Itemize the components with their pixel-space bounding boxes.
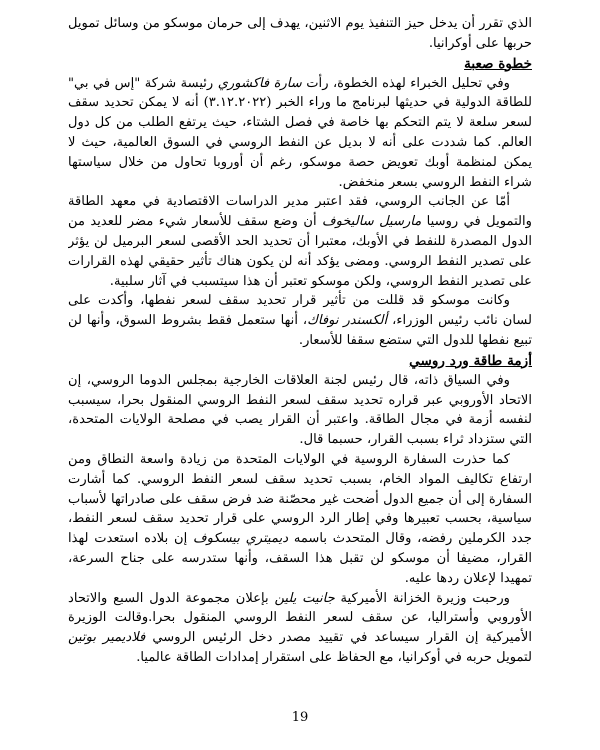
- person-name: سارة فاكشوري: [217, 75, 302, 91]
- text-run: وفي تحليل الخبراء لهذه الخطوة، رأت: [301, 75, 510, 91]
- paragraph-embassy-warning: [68, 450, 532, 589]
- person-name: فلاديمير بوتين: [68, 630, 146, 646]
- text-run: بإعلان مجموعة الدول السبع والاتحاد الأوروبي وأستراليا، عن سقف لسعر النفط الروسي المنقول بحرا.وقالت الوزيرة الأميركية إن القرار سيساعد في تقييد مصدر دخل الرئيس الروسي: [68, 590, 532, 646]
- text-run: لتمويل حربه في أوكرانيا، مع الحفاظ على استقرار إمدادات الطاقة عالميا.: [136, 649, 532, 665]
- heading-energy-crisis: أزمة طاقة ورد روسي: [409, 352, 532, 369]
- paragraph-intro: الذي تقرر أن يدخل حيز التنفيذ يوم الاثنين، يهدف إلى حرمان موسكو من وسائل تمويل حربها على أوكرانيا.: [68, 16, 532, 51]
- paragraph-expert-analysis: [68, 74, 532, 193]
- paragraph-duma-statement: وفي السياق ذاته، قال رئيس لجنة العلاقات الخارجية بمجلس الدوما الروسي، إن الاتحاد الأوروبي عبر قراره تحديد سقف لسعر النفط الروسي المنقول بحرا، سيسبب لنفسه أزمة في مجال الطاقة. واعتبر أن القرار يصب في مصلحة الولايات المتحدة، التي ستزداد ثراء بسبب القرار، حسبما قال.: [68, 372, 532, 448]
- text-run: رئيسة شركة "إس في بي" للطاقة الدولية في حديثها لبرنامج ما وراء الخبر (٣.١٢.٢٠٢٢) أنه لا يمكن تحديد سقف لسعر سلعة لا يتم التحكم بها خاصة في فصل الشتاء، حيث يرتفع الطلب من كل دول العالم. كما شددت على أنه لا بديل عن النفط الروسي في السوق العالمية، حيث لا يمكن لمنظمة أوبك تعويض حصة موسكو، رغم أن أوروبا تحاول من خلال سياستها شراء النفط الروسي بسعر منخفض.: [68, 75, 532, 190]
- text-run: إن بلاده استعدت لهذا القرار، مضيفا أن موسكو لن تقبل هذا السقف، وأنها ستدرسه على جناح السرعة، تمهيدا لإعلان ردها عليه.: [68, 531, 532, 586]
- person-name: مارسيل ساليخوف: [322, 214, 422, 230]
- paragraph-russian-side: [68, 192, 532, 291]
- text-run: أمّا عن الجانب الروسي، فقد اعتبر مدير الدراسات الاقتصادية في معهد الطاقة والتمويل في روسيا: [68, 194, 532, 230]
- person-name: ديميتري بيسكوف: [193, 531, 289, 547]
- page-number: 19: [291, 710, 309, 725]
- text-run: كما حذرت السفارة الروسية في الولايات المتحدة من زيادة واسعة النطاق ومن ارتفاع تكاليف المواد الخام، بسبب تحديد سقف لسعر النفط الروسي. كما أشارت السفارة إلى أن جميع الدول أضحت غير محصّنة ضد فرض سقف على صادراتها لأسباب سياسية، بحسب تعبيرها وفي إطار الرد الروسي على قرار تحديد سقف لسعر النفط، جدد الكرملين رفضه، وقال المتحدث باسمه: [68, 451, 532, 547]
- person-name: جانيت يلين: [274, 590, 335, 606]
- text-run: ، أنها ستعمل فقط بشروط السوق، وأنها لن تبيع نفطها للدول التي ستضع سقفا للأسعار.: [68, 313, 532, 348]
- heading-difficult-step: خطوة صعبة: [464, 55, 532, 72]
- paragraph-moscow-response: [68, 291, 532, 350]
- text-run: ورحبت وزيرة الخزانة الأميركية: [334, 590, 510, 606]
- text-run: وكانت موسكو قد قللت من تأثير قرار تحديد سقف لسعر نفطها، وأكدت على لسان نائب رئيس الوزراء،: [68, 293, 532, 329]
- person-name: ألكسندر نوفاك: [307, 313, 388, 329]
- paragraph-us-treasury: [68, 589, 532, 668]
- text-run: أن وضع سقف للأسعار شيء مضر للعديد من الدول المصدرة للنفط في الأوبك، معتبرا أن تحديد الحد الأقصى لسعر البرميل لن يؤثر على تصدير النفط الروسي. ومضى يؤكد أنه لن يكون هناك تأثير حقيقي لهذه القرارات على تصدير النفط الروسي، ولكن موسكو تعتبر أن هذا سيتسبب في آثار سلبية.: [68, 214, 532, 289]
- document-page: [68, 14, 532, 734]
